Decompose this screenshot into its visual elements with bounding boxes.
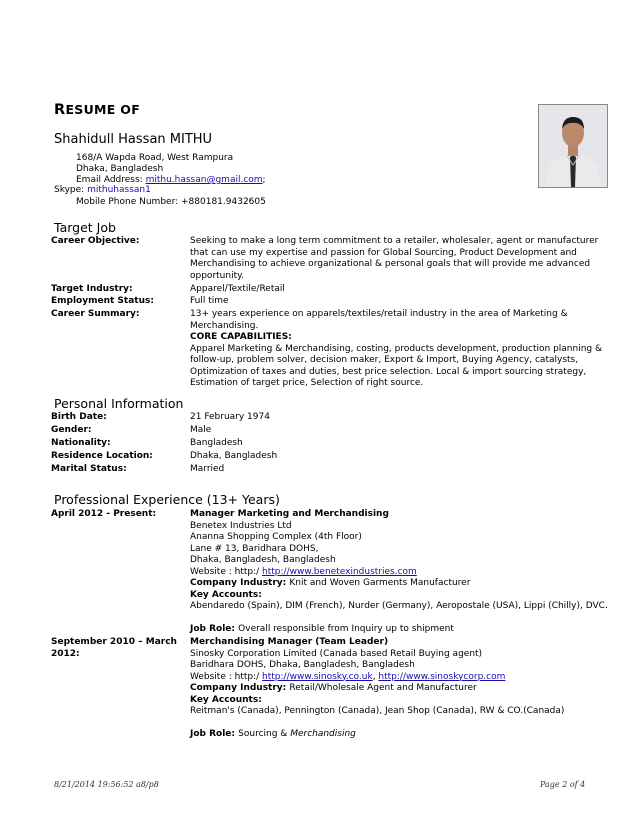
value: Bangladesh [190,438,243,448]
section-personal-information: Personal Information [54,396,184,411]
company-industry: Company Industry: Retail/Wholesale Agent and Manufacturer [190,683,477,693]
profile-photo [538,104,608,188]
career-objective-row [51,236,616,284]
job-title: Merchandising Manager (Team Leader) [190,637,389,647]
label: Residence Location: [51,451,153,461]
job-details [190,637,615,740]
core-capabilities-heading: CORE CAPABILITIES: [190,332,292,342]
label: Birth Date: [51,412,107,422]
key-accounts: Reitman's (Canada), Pennington (Canada), Jean Shop (Canada), RW & CO.(Canada) [190,706,565,716]
value: Dhaka, Bangladesh [190,451,278,461]
job-role: Job Role: Overall responsible from Inquiry up to shipment [190,623,454,634]
value: Married [190,464,225,474]
summary-text: 13+ years experience on apparels/textiles/retail industry in the area of Marketing & Merchandising. [190,309,568,331]
job-sinosky [51,637,616,747]
company-address: Dhaka, Bangladesh, Bangladesh [190,555,336,565]
website-link[interactable]: http://www.sinoskycorp.com [378,671,506,682]
job-details [190,509,615,635]
value: Full time [190,296,229,306]
candidate-name: Shahidull Hassan MITHU [54,132,213,147]
label: Gender: [51,425,92,435]
job-benetex [51,509,616,634]
job-period: April 2012 - Present: [51,509,157,519]
job-period: September 2010 – March 2012: [51,637,177,659]
key-accounts: Abendaredo (Spain), DIM (French), Nurder (Germany), Aeropostale (USA), Lippi (Chilly), DVC. [190,601,608,611]
website-line: Website : http:/ http://www.sinosky.co.uk, http://www.sinoskycorp.com [190,671,506,682]
value [190,309,615,390]
key-accounts-label: Key Accounts: [190,694,262,705]
label: Career Summary: [51,309,140,319]
skype-line: Skype: mithuhassan1 [54,185,151,195]
value: Apparel/Textile/Retail [190,284,285,294]
website-link[interactable]: http://www.benetexindustries.com [262,566,417,577]
mobile-line: Mobile Phone Number: +880181.9432605 [76,197,266,207]
company-address: Ananna Shopping Complex (4th Floor) [190,532,362,542]
label: Marital Status: [51,464,127,474]
resume-title: RESUME OF [54,102,141,118]
section-professional-experience: Professional Experience (13+ Years) [54,492,280,507]
value: Seeking to make a long term commitment to a retailer, wholesaler, agent or manufacturer that can use my expertise and passion for Global Sourcing, Product Development and Merchandising to achieve organizational & personal goals that will provide me advanced opportunity. [190,236,599,281]
website-line: Website : http:/ http://www.benetexindustries.com [190,566,417,577]
label: Career Objective: [51,236,140,246]
career-summary-row [51,309,616,399]
company-address: Lane # 13, Baridhara DOHS, [190,543,319,554]
person-photo-icon [539,105,607,187]
job-title: Manager Marketing and Merchandising [190,509,389,519]
address-line-1: 168/A Wapda Road, West Rampura [76,153,234,163]
section-target-job: Target Job [54,220,116,235]
job-role: Job Role: Sourcing & Merchandising [190,728,356,739]
company-name: Sinosky Corporation Limited (Canada based Retail Buying agent) [190,648,483,659]
label: Nationality: [51,438,111,448]
core-capabilities-text: Apparel Marketing & Merchandising, costing, products development, production planning & follow-up, problem solver, decision maker, Export & Import, Buying Agency, catalysts, Optimization of taxes and duties, best price selection. Local & import sourcing strategy, Estimation of target price, Selection of right source. [190,343,603,388]
website-link[interactable]: http://www.sinosky.co.uk [262,671,373,682]
email-link[interactable]: mithu.hassan@gmail.com [145,175,263,185]
company-address: Baridhara DOHS, Dhaka, Bangladesh, Bangladesh [190,660,415,670]
company-name: Benetex Industries Ltd [190,520,292,531]
label: Target Industry: [51,284,133,294]
company-industry: Company Industry: Knit and Woven Garments Manufacturer [190,578,471,588]
label: Employment Status: [51,296,154,306]
address-line-2: Dhaka, Bangladesh [76,164,164,174]
email-line: Email Address: mithu.hassan@gmail.com; [76,175,266,185]
value: 21 February 1974 [190,412,270,422]
value: Male [190,425,212,435]
skype-id: mithuhassan1 [87,185,151,195]
footer-timestamp: 8/21/2014 19:56:52 a8/p8 [54,780,159,789]
key-accounts-label: Key Accounts: [190,589,262,600]
footer-page-number: Page 2 of 4 [540,780,586,789]
